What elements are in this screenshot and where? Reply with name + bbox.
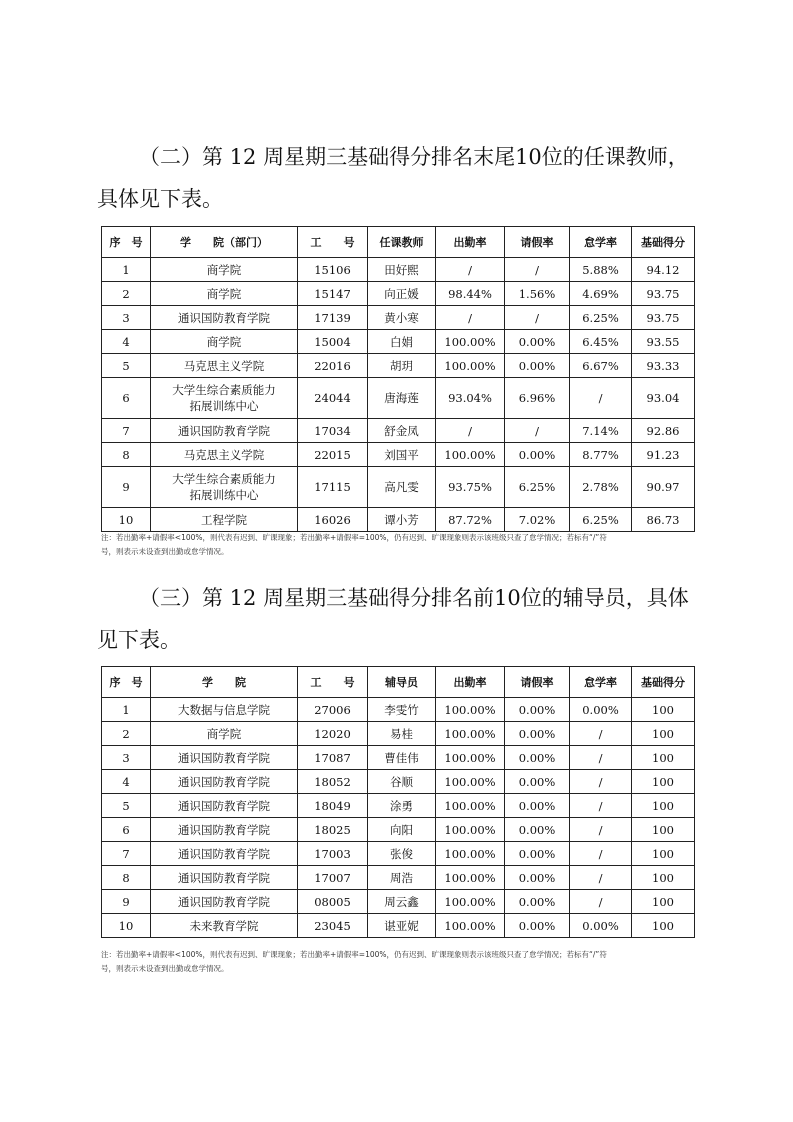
truancy-rate-cell: 5.88%: [570, 258, 632, 282]
table-header-row: [102, 667, 695, 698]
column-header: 基础得分: [632, 227, 695, 258]
column-header: 请假率: [505, 667, 570, 698]
column-header: 工 号: [298, 667, 368, 698]
staff-id-cell: 08005: [298, 890, 368, 914]
attendance-rate-cell: 100.00%: [436, 866, 505, 890]
table-row: [102, 842, 695, 866]
leave-rate-cell: 0.00%: [505, 330, 570, 354]
score-cell: 94.12: [632, 258, 695, 282]
leave-rate-cell: 0.00%: [505, 698, 570, 722]
name-cell: 谷顺: [368, 770, 436, 794]
leave-rate-cell: 0.00%: [505, 746, 570, 770]
score-cell: 100: [632, 746, 695, 770]
score-cell: 90.97: [632, 467, 695, 508]
column-header: 工 号: [298, 227, 368, 258]
leave-rate-cell: 0.00%: [505, 866, 570, 890]
row-number-cell: 10: [102, 508, 151, 532]
name-cell: 黄小寒: [368, 306, 436, 330]
staff-id-cell: 16026: [298, 508, 368, 532]
attendance-rate-cell: /: [436, 258, 505, 282]
column-header: 基础得分: [632, 667, 695, 698]
leave-rate-cell: 6.25%: [505, 467, 570, 508]
leave-rate-cell: 0.00%: [505, 914, 570, 938]
college-cell: [151, 378, 298, 419]
college-cell: 商学院: [151, 258, 298, 282]
attendance-rate-cell: 100.00%: [436, 443, 505, 467]
row-number-cell: 8: [102, 866, 151, 890]
staff-id-cell: 22015: [298, 443, 368, 467]
attendance-rate-cell: 100.00%: [436, 770, 505, 794]
leave-rate-cell: /: [505, 419, 570, 443]
truancy-rate-cell: /: [570, 818, 632, 842]
score-cell: 100: [632, 698, 695, 722]
table-row: [102, 306, 695, 330]
college-line1: 大学生综合素质能力: [172, 472, 276, 486]
score-cell: 100: [632, 818, 695, 842]
college-cell: 通识国防教育学院: [151, 770, 298, 794]
truancy-rate-cell: /: [570, 722, 632, 746]
name-cell: 谭小芳: [368, 508, 436, 532]
staff-id-cell: 15004: [298, 330, 368, 354]
column-header: 序 号: [102, 667, 151, 698]
row-number-cell: 7: [102, 419, 151, 443]
score-cell: 100: [632, 842, 695, 866]
table-row: [102, 467, 695, 508]
column-header: 怠学率: [570, 227, 632, 258]
section3-heading-line1: （三）第 12 周星期三基础得分排名前10位的辅导员，具体: [139, 586, 689, 610]
row-number-cell: 5: [102, 354, 151, 378]
table-row: [102, 722, 695, 746]
staff-id-cell: 17139: [298, 306, 368, 330]
note-line1: 注：若出勤率+请假率<100%，则代表有迟到、旷课现象；若出勤率+请假率=100%，仍有迟到、旷课现象则表示该班级只查了怠学情况；若标有“/”符: [101, 533, 607, 542]
staff-id-cell: 15147: [298, 282, 368, 306]
college-cell: 马克思主义学院: [151, 354, 298, 378]
column-header: 请假率: [505, 227, 570, 258]
staff-id-cell: 18025: [298, 818, 368, 842]
staff-id-cell: 23045: [298, 914, 368, 938]
table-row: [102, 419, 695, 443]
name-cell: 田好熙: [368, 258, 436, 282]
attendance-rate-cell: 100.00%: [436, 722, 505, 746]
attendance-rate-cell: 100.00%: [436, 330, 505, 354]
attendance-rate-cell: /: [436, 306, 505, 330]
truancy-rate-cell: /: [570, 866, 632, 890]
college-cell: 通识国防教育学院: [151, 818, 298, 842]
college-cell: 通识国防教育学院: [151, 890, 298, 914]
staff-id-cell: 15106: [298, 258, 368, 282]
leave-rate-cell: 1.56%: [505, 282, 570, 306]
score-cell: 91.23: [632, 443, 695, 467]
truancy-rate-cell: 2.78%: [570, 467, 632, 508]
table-row: [102, 746, 695, 770]
row-number-cell: 8: [102, 443, 151, 467]
staff-id-cell: 27006: [298, 698, 368, 722]
score-cell: 100: [632, 722, 695, 746]
leave-rate-cell: 0.00%: [505, 890, 570, 914]
row-number-cell: 9: [102, 890, 151, 914]
column-header: 出勤率: [436, 667, 505, 698]
staff-id-cell: 18049: [298, 794, 368, 818]
truancy-rate-cell: /: [570, 378, 632, 419]
table-row: [102, 890, 695, 914]
row-number-cell: 2: [102, 282, 151, 306]
leave-rate-cell: 6.96%: [505, 378, 570, 419]
attendance-rate-cell: 100.00%: [436, 818, 505, 842]
name-cell: 唐海莲: [368, 378, 436, 419]
leave-rate-cell: /: [505, 306, 570, 330]
score-cell: 100: [632, 866, 695, 890]
college-line2: 拓展训练中心: [189, 399, 259, 413]
truancy-rate-cell: 6.67%: [570, 354, 632, 378]
college-line1: 大学生综合素质能力: [172, 383, 276, 397]
truancy-rate-cell: 0.00%: [570, 698, 632, 722]
staff-id-cell: 17115: [298, 467, 368, 508]
college-cell: 未来教育学院: [151, 914, 298, 938]
leave-rate-cell: 7.02%: [505, 508, 570, 532]
attendance-rate-cell: 98.44%: [436, 282, 505, 306]
attendance-rate-cell: /: [436, 419, 505, 443]
column-header: 任课教师: [368, 227, 436, 258]
leave-rate-cell: 0.00%: [505, 722, 570, 746]
table-row: [102, 818, 695, 842]
section2-heading: [97, 136, 697, 220]
section3-heading-line2: 见下表。: [97, 628, 181, 652]
college-cell: 通识国防教育学院: [151, 419, 298, 443]
row-number-cell: 3: [102, 306, 151, 330]
attendance-rate-cell: 87.72%: [436, 508, 505, 532]
attendance-rate-cell: 100.00%: [436, 354, 505, 378]
attendance-rate-cell: 100.00%: [436, 698, 505, 722]
name-cell: 胡玥: [368, 354, 436, 378]
college-cell: 通识国防教育学院: [151, 306, 298, 330]
college-cell: 大数据与信息学院: [151, 698, 298, 722]
score-cell: 100: [632, 794, 695, 818]
truancy-rate-cell: 6.45%: [570, 330, 632, 354]
score-cell: 93.55: [632, 330, 695, 354]
score-cell: 100: [632, 914, 695, 938]
table-row: [102, 330, 695, 354]
name-cell: 李雯竹: [368, 698, 436, 722]
table-row: [102, 508, 695, 532]
table-row: [102, 378, 695, 419]
row-number-cell: 10: [102, 914, 151, 938]
section2-heading-line2: 具体见下表。: [97, 187, 223, 211]
row-number-cell: 4: [102, 770, 151, 794]
score-cell: 92.86: [632, 419, 695, 443]
truancy-rate-cell: /: [570, 842, 632, 866]
leave-rate-cell: 0.00%: [505, 770, 570, 794]
section3-heading: [97, 577, 697, 661]
note-line1: 注：若出勤率+请假率<100%，则代表有迟到、旷课现象；若出勤率+请假率=100%，仍有迟到、旷课现象则表示该班级只查了怠学情况；若标有“/”符: [101, 950, 607, 959]
leave-rate-cell: 0.00%: [505, 818, 570, 842]
name-cell: 高凡雯: [368, 467, 436, 508]
section2-note: [101, 531, 701, 559]
section3-note: [101, 948, 701, 976]
table-row: [102, 770, 695, 794]
attendance-rate-cell: 100.00%: [436, 914, 505, 938]
score-cell: 86.73: [632, 508, 695, 532]
name-cell: 周云鑫: [368, 890, 436, 914]
table-row: [102, 914, 695, 938]
truancy-rate-cell: /: [570, 746, 632, 770]
row-number-cell: 2: [102, 722, 151, 746]
name-cell: 周浩: [368, 866, 436, 890]
college-cell: 工程学院: [151, 508, 298, 532]
staff-id-cell: 17087: [298, 746, 368, 770]
staff-id-cell: 17034: [298, 419, 368, 443]
leave-rate-cell: 0.00%: [505, 443, 570, 467]
row-number-cell: 5: [102, 794, 151, 818]
name-cell: 涂勇: [368, 794, 436, 818]
leave-rate-cell: 0.00%: [505, 354, 570, 378]
score-cell: 93.75: [632, 282, 695, 306]
name-cell: 向正媛: [368, 282, 436, 306]
attendance-rate-cell: 93.04%: [436, 378, 505, 419]
staff-id-cell: 22016: [298, 354, 368, 378]
staff-id-cell: 18052: [298, 770, 368, 794]
college-cell: 通识国防教育学院: [151, 746, 298, 770]
row-number-cell: 6: [102, 818, 151, 842]
table-header-row: [102, 227, 695, 258]
name-cell: 曹佳伟: [368, 746, 436, 770]
name-cell: 易桂: [368, 722, 436, 746]
row-number-cell: 4: [102, 330, 151, 354]
table-row: [102, 282, 695, 306]
name-cell: 刘国平: [368, 443, 436, 467]
section2-heading-line1: （二）第 12 周星期三基础得分排名末尾10位的任课教师，: [139, 145, 689, 169]
table-row: [102, 866, 695, 890]
score-cell: 100: [632, 770, 695, 794]
score-cell: 93.33: [632, 354, 695, 378]
truancy-rate-cell: 6.25%: [570, 508, 632, 532]
college-cell: 通识国防教育学院: [151, 866, 298, 890]
leave-rate-cell: /: [505, 258, 570, 282]
college-cell: 通识国防教育学院: [151, 842, 298, 866]
staff-id-cell: 17007: [298, 866, 368, 890]
row-number-cell: 1: [102, 258, 151, 282]
score-cell: 93.75: [632, 306, 695, 330]
column-header: 怠学率: [570, 667, 632, 698]
staff-id-cell: 24044: [298, 378, 368, 419]
row-number-cell: 7: [102, 842, 151, 866]
teacher-ranking-table: [101, 226, 695, 532]
attendance-rate-cell: 100.00%: [436, 794, 505, 818]
name-cell: 白娟: [368, 330, 436, 354]
truancy-rate-cell: 0.00%: [570, 914, 632, 938]
column-header: 序 号: [102, 227, 151, 258]
attendance-rate-cell: 93.75%: [436, 467, 505, 508]
truancy-rate-cell: /: [570, 890, 632, 914]
column-header: 学 院（部门）: [151, 227, 298, 258]
truancy-rate-cell: /: [570, 770, 632, 794]
staff-id-cell: 12020: [298, 722, 368, 746]
truancy-rate-cell: 8.77%: [570, 443, 632, 467]
column-header: 出勤率: [436, 227, 505, 258]
table-row: [102, 258, 695, 282]
college-cell: [151, 467, 298, 508]
college-cell: 马克思主义学院: [151, 443, 298, 467]
score-cell: 100: [632, 890, 695, 914]
name-cell: 谌亚妮: [368, 914, 436, 938]
leave-rate-cell: 0.00%: [505, 794, 570, 818]
college-line2: 拓展训练中心: [189, 488, 259, 502]
table-row: [102, 443, 695, 467]
row-number-cell: 9: [102, 467, 151, 508]
staff-id-cell: 17003: [298, 842, 368, 866]
name-cell: 张俊: [368, 842, 436, 866]
table-row: [102, 698, 695, 722]
column-header: 学 院: [151, 667, 298, 698]
college-cell: 商学院: [151, 722, 298, 746]
note-line2: 号，则表示未设查到出勤或怠学情况。: [101, 964, 229, 973]
row-number-cell: 1: [102, 698, 151, 722]
name-cell: 向阳: [368, 818, 436, 842]
attendance-rate-cell: 100.00%: [436, 746, 505, 770]
truancy-rate-cell: 7.14%: [570, 419, 632, 443]
name-cell: 舒金凤: [368, 419, 436, 443]
score-cell: 93.04: [632, 378, 695, 419]
table-row: [102, 354, 695, 378]
row-number-cell: 6: [102, 378, 151, 419]
counselor-ranking-table: [101, 666, 695, 938]
row-number-cell: 3: [102, 746, 151, 770]
college-cell: 商学院: [151, 282, 298, 306]
leave-rate-cell: 0.00%: [505, 842, 570, 866]
college-cell: 通识国防教育学院: [151, 794, 298, 818]
note-line2: 号，则表示未设查到出勤或怠学情况。: [101, 547, 229, 556]
table-row: [102, 794, 695, 818]
college-cell: 商学院: [151, 330, 298, 354]
attendance-rate-cell: 100.00%: [436, 842, 505, 866]
truancy-rate-cell: /: [570, 794, 632, 818]
column-header: 辅导员: [368, 667, 436, 698]
truancy-rate-cell: 6.25%: [570, 306, 632, 330]
truancy-rate-cell: 4.69%: [570, 282, 632, 306]
attendance-rate-cell: 100.00%: [436, 890, 505, 914]
